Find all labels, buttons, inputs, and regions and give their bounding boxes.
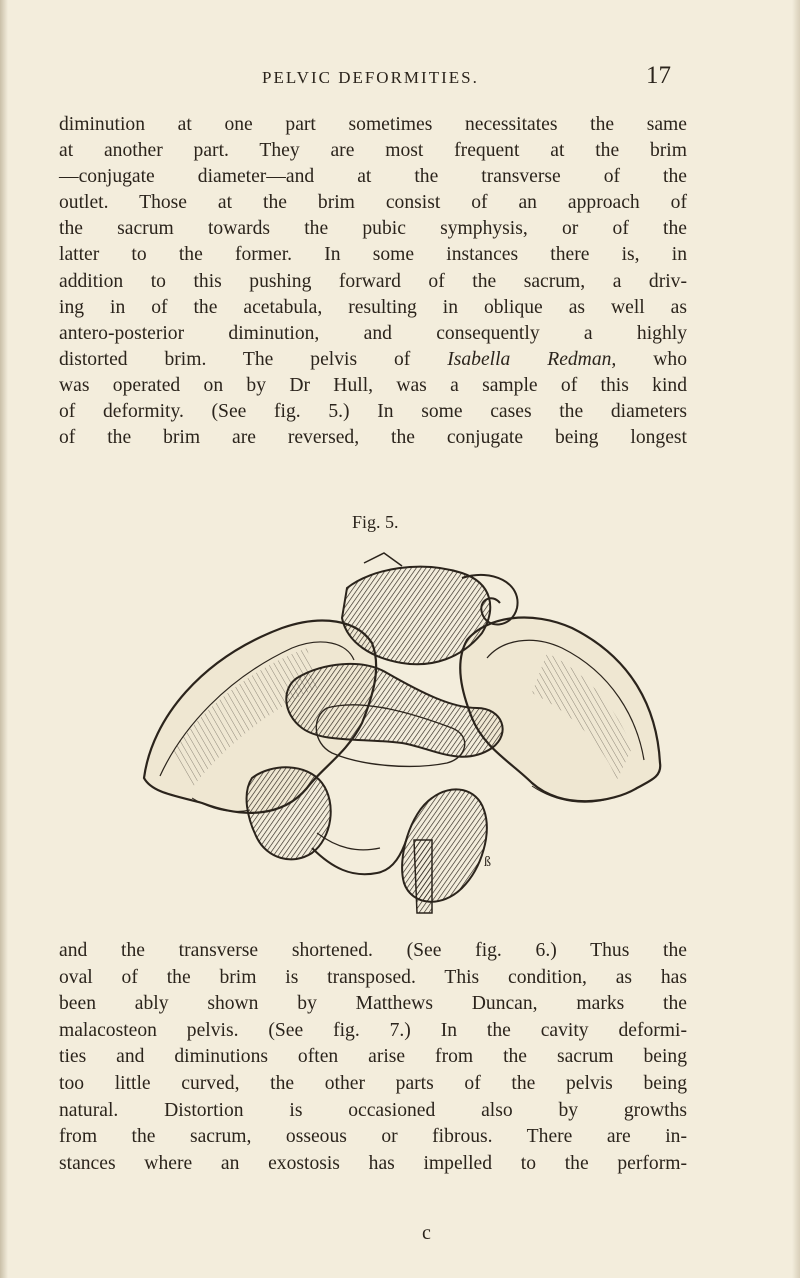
signature-mark: c: [422, 1222, 431, 1244]
patient-name: Isabella Redman,: [447, 348, 617, 370]
text-line: the sacrum towards the pubic symphysis, or of the: [59, 218, 687, 240]
top-paragraph: [59, 112, 687, 451]
text-line: oval of the brim is transposed. This condition, as has: [59, 966, 687, 988]
text-line: latter to the former. In some instances there is, in: [59, 244, 687, 266]
text-line-start: distorted brim. The pelvis of: [59, 348, 411, 370]
text-line: ing in of the acetabula, resulting in oblique as well as: [59, 296, 687, 318]
text-line: of the brim are reversed, the conjugate being longest: [59, 427, 687, 449]
page-edge-left: [0, 0, 8, 1278]
text-line: was operated on by Dr Hull, was a sample of this kind: [59, 374, 687, 396]
text-line: too little curved, the other parts of the pelvis being: [59, 1072, 687, 1094]
text-line: at another part. They are most frequent at the brim: [59, 140, 687, 162]
pelvis-illustration: [132, 548, 672, 920]
text-line: been ably shown by Matthews Duncan, marks the: [59, 993, 687, 1015]
figure-caption: Fig. 5.: [352, 512, 399, 532]
text-line: outlet. Those at the brim consist of an approach of: [59, 192, 687, 214]
text-line: of deformity. (See fig. 5.) In some cases the diameters: [59, 401, 687, 423]
bottom-paragraph: [59, 938, 687, 1177]
text-line-end: who: [653, 348, 687, 370]
text-line: malacosteon pelvis. (See fig. 7.) In the cavity deformi-: [59, 1019, 687, 1041]
text-line: stances where an exostosis has impelled to the perform-: [59, 1152, 687, 1174]
text-line: addition to this pushing forward of the sacrum, a driv-: [59, 270, 687, 292]
page-edge-right: [792, 0, 800, 1278]
pelvis-engraving-icon: [132, 548, 672, 920]
text-line-with-italic-name: [59, 347, 687, 373]
text-line: natural. Distortion is occasioned also by growths: [59, 1099, 687, 1121]
text-line: from the sacrum, osseous or fibrous. There are in-: [59, 1126, 687, 1148]
text-line: —conjugate diameter—and at the transverse of the: [59, 166, 687, 188]
svg-text:ß: ß: [484, 855, 491, 870]
text-line: and the transverse shortened. (See fig. 6.) Thus the: [59, 940, 687, 961]
running-head: PELVIC DEFORMITIES.: [262, 68, 479, 87]
page-number: 17: [646, 62, 671, 89]
text-line: diminution at one part sometimes necessitates the same: [59, 114, 687, 135]
text-line: antero-posterior diminution, and consequently a highly: [59, 322, 687, 344]
text-line: ties and diminutions often arise from the sacrum being: [59, 1046, 687, 1068]
